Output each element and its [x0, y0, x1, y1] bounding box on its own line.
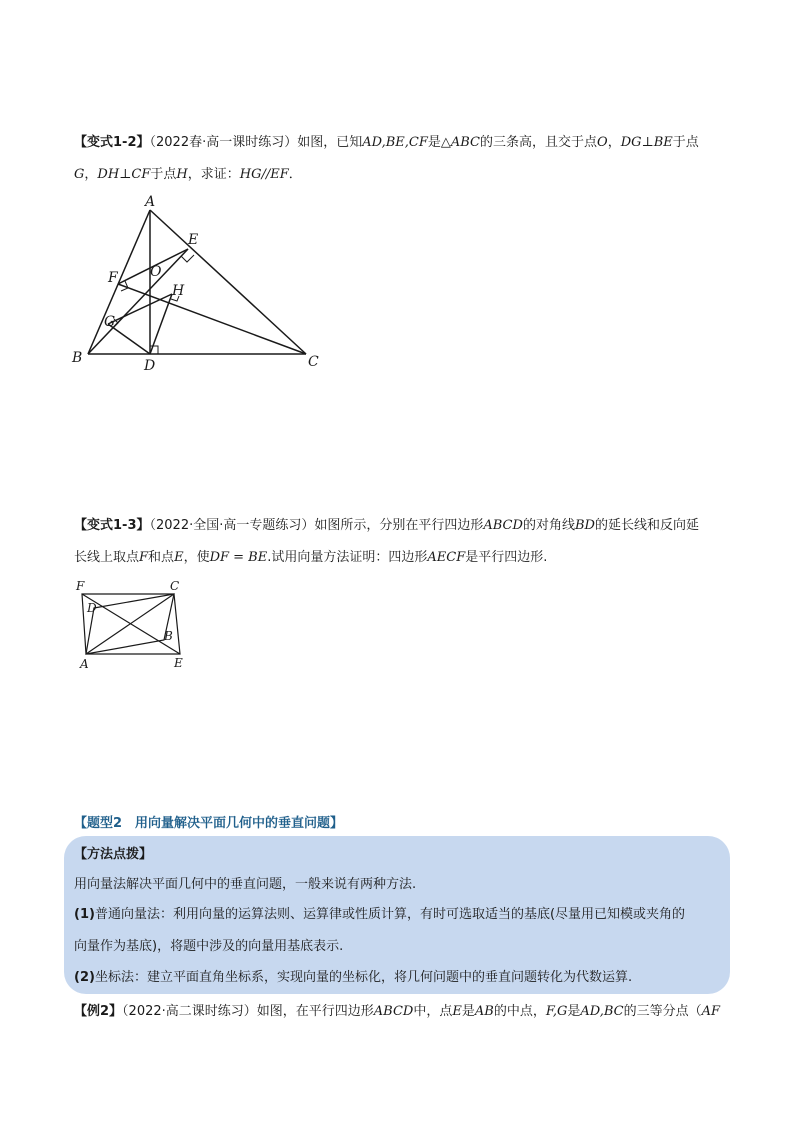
- label-B: B: [72, 350, 83, 366]
- method-intro: 用向量法解决平面几何中的垂直问题，一般来说有两种方法.: [74, 877, 417, 892]
- variant12-line1: 【变式1-2】（2022春·高一课时练习）如图，已知AD,BE,CF是△ABC的三条高，且交于点O，DG⊥BE于点: [74, 135, 699, 150]
- variant13-source: （2022·全国·高一专题练习）: [149, 518, 315, 533]
- method-title: 【方法点拨】: [74, 847, 153, 862]
- label-F: F: [76, 579, 85, 593]
- label-G: G: [104, 314, 116, 330]
- method-point2: (2)坐标法：建立平面直角坐标系，实现向量的坐标化，将几何问题中的垂直问题转化为代数运算.: [74, 970, 633, 985]
- variant13-tag: 【变式1-3】: [74, 518, 150, 533]
- label-F: F: [108, 270, 118, 286]
- label-H: H: [172, 283, 185, 299]
- variant12-tag: 【变式1-2】: [74, 135, 150, 150]
- topic2-heading: 【题型2 用向量解决平面几何中的垂直问题】: [74, 816, 344, 831]
- variant13-line1: 【变式1-3】（2022·全国·高一专题练习）如图所示，分别在平行四边形ABCD的对角线BD的延长线和反向延: [74, 518, 699, 533]
- example2-tag: 【例2】: [74, 1004, 123, 1019]
- variant13-line2: 长线上取点F和点E，使DF = BE.试用向量方法证明：四边形AECF是平行四边形.: [74, 550, 548, 565]
- right-angle-E: [181, 255, 194, 262]
- label-C: C: [308, 354, 319, 370]
- variant12-source: （2022春·高一课时练习）: [149, 135, 298, 150]
- variant12-line2: G，DH⊥CF于点H，求证：HG//EF．: [74, 167, 302, 182]
- altitude-CF: [118, 284, 306, 354]
- label-D: D: [87, 601, 97, 615]
- example2-line: 【例2】（2022·高二课时练习）如图，在平行四边形ABCD中，点E是AB的中点，F,G是AD,BC的三等分点（AF: [74, 1004, 721, 1019]
- diagonal-AC: [86, 594, 174, 654]
- parallelogram-figure: [70, 574, 200, 674]
- label-E: E: [188, 232, 199, 248]
- label-A: A: [145, 194, 156, 210]
- label-A: A: [80, 657, 89, 671]
- label-D: D: [144, 358, 156, 374]
- label-C: C: [170, 579, 180, 593]
- side-AC: [150, 210, 306, 354]
- method-point1-line2: 向量作为基底)，将题中涉及的向量用基底表示.: [74, 939, 344, 954]
- label-E: E: [174, 656, 183, 670]
- method-point1-line1: (1)普通向量法：利用向量的运算法则、运算律或性质计算，有时可选取适当的基底(尽量用已知模或夹角的: [74, 907, 686, 922]
- label-B: B: [164, 629, 173, 643]
- method-box: [64, 836, 730, 994]
- label-O: O: [150, 264, 162, 280]
- altitude-BE: [88, 249, 188, 354]
- triangle-figure: [66, 192, 336, 377]
